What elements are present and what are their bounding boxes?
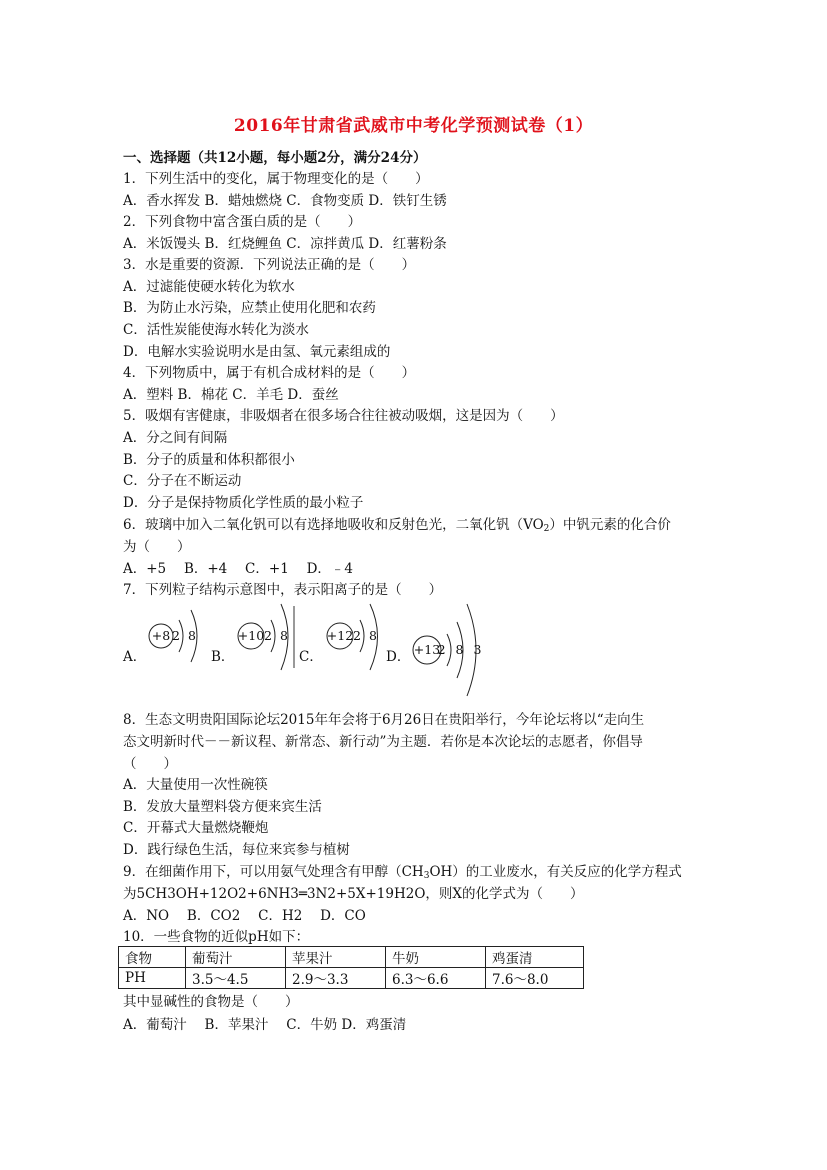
ph-table xyxy=(118,946,584,989)
question-6-text-end: ）中钒元素的化合价 xyxy=(549,517,671,533)
table-cell: 食物 xyxy=(119,947,186,968)
table-cell: 7.6～8.0 xyxy=(486,968,584,989)
atom-d-shells: 2 8 3 xyxy=(437,642,485,657)
question-3-option-c: C．活性炭能使海水转化为淡水 xyxy=(123,322,309,338)
question-8-option-d: D．践行绿色生活，每位来宾参与植树 xyxy=(123,842,350,858)
question-9-subscript: 3 xyxy=(423,871,430,881)
question-10-prompt: 其中显碱性的食物是（ ） xyxy=(123,994,299,1010)
question-5: 5．吸烟有害健康，非吸烟者在很多场合往往被动吸烟，这是因为（ ） xyxy=(123,408,564,424)
question-5-option-d: D．分子是保持物质化学性质的最小粒子 xyxy=(123,495,364,511)
option-d-label: D． xyxy=(386,649,411,665)
question-6-text: 6．玻璃中加入二氧化钒可以有选择地吸收和反射色光，二氧化钒（VO xyxy=(123,517,544,533)
question-5-option-c: C．分子在不断运动 xyxy=(123,473,242,489)
question-6-continued: 为（ ） xyxy=(123,539,191,555)
atom-a-nucleus: +8 xyxy=(151,628,171,643)
atom-d-diagram xyxy=(413,604,484,696)
question-1: 1．下列生活中的变化，属于物理变化的是（ ） xyxy=(123,171,429,187)
question-10: 10．一些食物的近似pH如下： xyxy=(123,929,310,945)
question-9-text-end: OH）的工业废水，有关反应的化学方程式 xyxy=(429,864,682,880)
question-10-options: A．葡萄汁 B．苹果汁 C．牛奶 D．鸡蛋清 xyxy=(123,1017,407,1033)
question-8-continued: 态文明新时代－－新议程、新常态、新行动”为主题．若你是本次论坛的志愿者，你倡导 xyxy=(123,734,643,750)
question-2-options: A．米饭馒头 B．红烧鲤鱼 C．凉拌黄瓜 D．红薯粉条 xyxy=(123,236,447,252)
table-cell: 牛奶 xyxy=(386,947,486,968)
table-cell: 2.9～3.3 xyxy=(286,968,386,989)
table-header-row xyxy=(119,947,584,968)
question-9-equation: 为5CH3OH+12O2+6NH3═3N2+5X+19H2O，则X的化学式为（ ） xyxy=(123,886,584,902)
table-cell: 葡萄汁 xyxy=(186,947,286,968)
option-c-label: C． xyxy=(299,649,323,665)
question-5-option-b: B．分子的质量和体积都很小 xyxy=(123,452,295,468)
table-cell: 苹果汁 xyxy=(286,947,386,968)
table-cell: 3.5～4.5 xyxy=(186,968,286,989)
table-cell: 6.3～6.6 xyxy=(386,968,486,989)
atom-a-shells: 2 8 xyxy=(172,628,198,643)
question-3-option-d: D．电解水实验说明水是由氢、氧元素组成的 xyxy=(123,344,391,360)
question-8-option-b: B．发放大量塑料袋方便来宾生活 xyxy=(123,799,322,815)
atom-c-nucleus: +12 xyxy=(326,628,354,643)
option-b-label: B． xyxy=(211,649,235,665)
question-8-option-c: C．开幕式大量燃烧鞭炮 xyxy=(123,820,269,836)
atom-b-diagram xyxy=(238,604,294,670)
atom-d-nucleus: +13 xyxy=(413,642,441,657)
atom-b-nucleus: +10 xyxy=(237,628,265,643)
question-9-text: 9．在细菌作用下，可以用氨气处理含有甲醇（CH xyxy=(123,864,424,880)
atom-diagrams xyxy=(123,600,503,700)
question-8-option-a: A．大量使用一次性碗筷 xyxy=(123,777,268,793)
table-cell: PH xyxy=(119,968,186,989)
question-3: 3．水是重要的资源．下列说法正确的是（ ） xyxy=(123,257,416,273)
question-8: 8．生态文明贵阳国际论坛2015年年会将于6月26日在贵阳举行，今年论坛将以“走向生 xyxy=(123,712,645,728)
atom-a-diagram xyxy=(149,610,198,662)
question-3-option-b: B．为防止水污染，应禁止使用化肥和农药 xyxy=(123,300,376,316)
atom-c-shells: 2 8 xyxy=(353,628,379,643)
question-9-options: A．NO B．CO2 C．H2 D．CO xyxy=(123,908,366,924)
atom-diagram-svg xyxy=(123,600,503,700)
section-heading: 一、选择题（共12小题，每小题2分，满分24分） xyxy=(123,150,427,166)
question-6-subscript: 2 xyxy=(543,524,550,534)
question-8-blank: （ ） xyxy=(123,756,177,772)
question-1-options: A．香水挥发 B．蜡烛燃烧 C．食物变质 D．铁钉生锈 xyxy=(123,193,447,209)
question-4: 4．下列物质中，属于有机合成材料的是（ ） xyxy=(123,365,416,381)
question-6-options: A．+5 B．+4 C．+1 D．﹣4 xyxy=(123,561,353,577)
atom-c-diagram xyxy=(327,604,379,670)
question-5-option-a: A．分之间有间隔 xyxy=(123,430,228,446)
option-a-label: A． xyxy=(123,649,147,665)
table-row xyxy=(119,968,584,989)
question-2: 2．下列食物中富含蛋白质的是（ ） xyxy=(123,214,362,230)
question-4-options: A．塑料 B．棉花 C．羊毛 D．蚕丝 xyxy=(123,387,339,403)
question-9 xyxy=(123,860,682,881)
page-title: 2016年甘肃省武威市中考化学预测试卷（1） xyxy=(233,116,594,136)
table-cell: 鸡蛋清 xyxy=(486,947,584,968)
question-7: 7．下列粒子结构示意图中，表示阳离子的是（ ） xyxy=(123,582,443,598)
atom-b-shells: 2 8 xyxy=(264,628,290,643)
question-3-option-a: A．过滤能使硬水转化为软水 xyxy=(123,279,295,295)
question-6 xyxy=(123,513,671,534)
